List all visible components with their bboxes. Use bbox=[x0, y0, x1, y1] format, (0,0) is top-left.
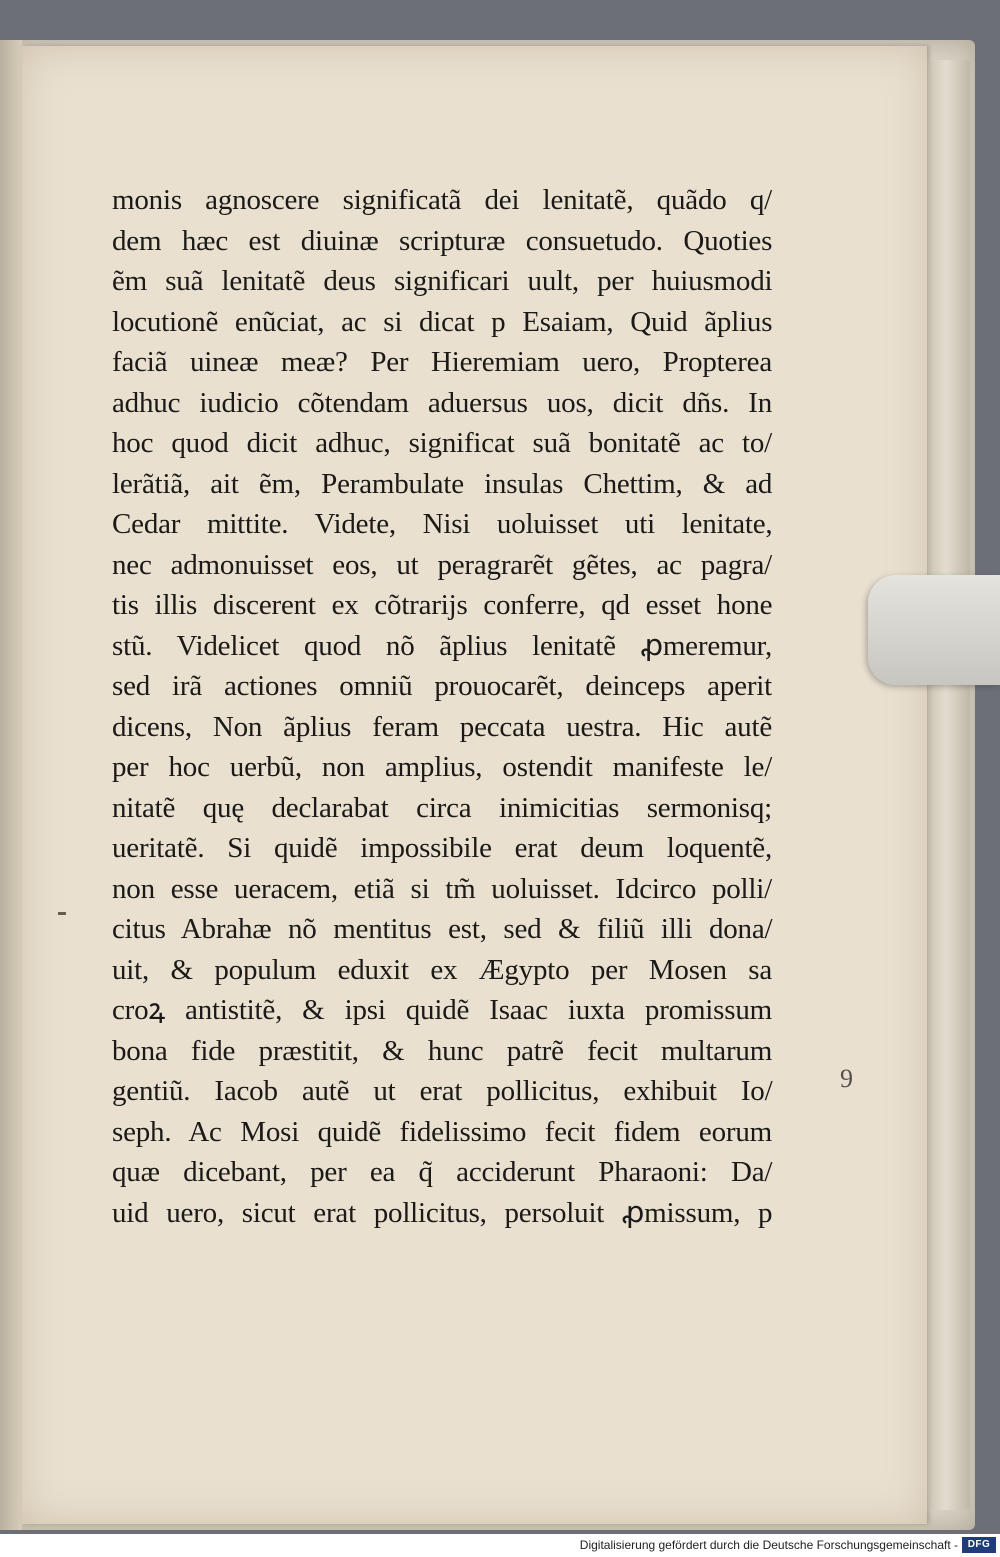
text-line: faciã uineæ meæ? Per Hieremiam uero, Propterea bbox=[112, 346, 772, 378]
footer-bar bbox=[0, 1534, 1000, 1557]
text-line: croꝝ antistitẽ, & ipsi quidẽ Isaac iuxta promissum bbox=[112, 994, 772, 1026]
margin-mark: 9 bbox=[840, 1064, 853, 1093]
text-line: uid uero, sicut erat pollicitus, persoluit ꝓmissum, p bbox=[112, 1196, 773, 1229]
text-line: uit, & populum eduxit ex Ægypto per Mosen sa bbox=[112, 953, 772, 986]
text-line: monis agnoscere significatã dei lenitatẽ, quãdo q/ bbox=[112, 184, 772, 216]
text-line: per hoc uerbũ, non amplius, ostendit manifeste le/ bbox=[112, 751, 773, 783]
funding-credit: Digitalisierung gefördert durch die Deutsche Forschungsgemeinschaft - bbox=[579, 1538, 958, 1552]
binding-strip bbox=[0, 40, 22, 1530]
text-line: ueritatẽ. Si quidẽ impossibile erat deum loquentẽ, bbox=[112, 832, 773, 864]
text-line: locutionẽ enũciat, ac si dicat p Esaiam, Quid ãplius bbox=[112, 305, 773, 338]
text-line: hoc quod dicit adhuc, significat suã bonitatẽ ac to/ bbox=[112, 427, 772, 459]
text-line: seph. Ac Mosi quidẽ fidelissimo fecit fidem eorum bbox=[112, 1115, 772, 1148]
page-clip bbox=[868, 575, 1000, 685]
text-line: Cedar mittite. Videte, Nisi uoluisset uti lenitate, bbox=[112, 508, 773, 540]
text-line: tis illis discerent ex cõtrarijs conferre, qd esset hone bbox=[112, 589, 773, 621]
cover-edge bbox=[930, 60, 970, 1510]
text-line: stũ. Videlicet quod nõ ãplius lenitatẽ ꝓmeremur, bbox=[112, 629, 772, 662]
dfg-logo: DFG bbox=[962, 1537, 996, 1553]
text-line: ẽm suã lenitatẽ deus significari uult, per huiusmodi bbox=[112, 265, 773, 297]
text-line: dem hæc est diuinæ scripturæ consuetudo. Quoties bbox=[112, 224, 773, 257]
text-line: non esse ueracem, etiã si tm̃ uoluisset. Idcirco polli/ bbox=[112, 872, 772, 905]
text-line: lerãtiã, ait ẽm, Perambulate insulas Chettim, & ad bbox=[112, 467, 773, 500]
text-line: bona fide præstitit, & hunc patrẽ fecit multarum bbox=[112, 1034, 773, 1067]
text-line: nec admonuisset eos, ut peragrarẽt gẽtes, ac pagra/ bbox=[112, 548, 772, 581]
text-line: citus Abrahæ nõ mentitus est, sed & filiũ illi dona/ bbox=[112, 913, 773, 945]
text-line: gentiũ. Iacob autẽ ut erat pollicitus, exhibuit Io/ bbox=[112, 1075, 773, 1107]
text-line: sed irã actiones omniũ prouocarẽt, deinceps aperit bbox=[112, 670, 772, 702]
page-text bbox=[112, 180, 772, 1233]
text-line: adhuc iudicio cõtendam aduersus uos, dicit dñs. In bbox=[112, 386, 772, 419]
margin-tick bbox=[58, 912, 66, 915]
text-line: quæ dicebant, per ea q̃ acciderunt Pharaoni: Da/ bbox=[112, 1156, 773, 1188]
text-line: nitatẽ quę declarabat circa inimicitias sermonisq; bbox=[112, 791, 772, 824]
text-line: dicens, Non ãplius feram peccata uestra. Hic autẽ bbox=[112, 710, 772, 743]
